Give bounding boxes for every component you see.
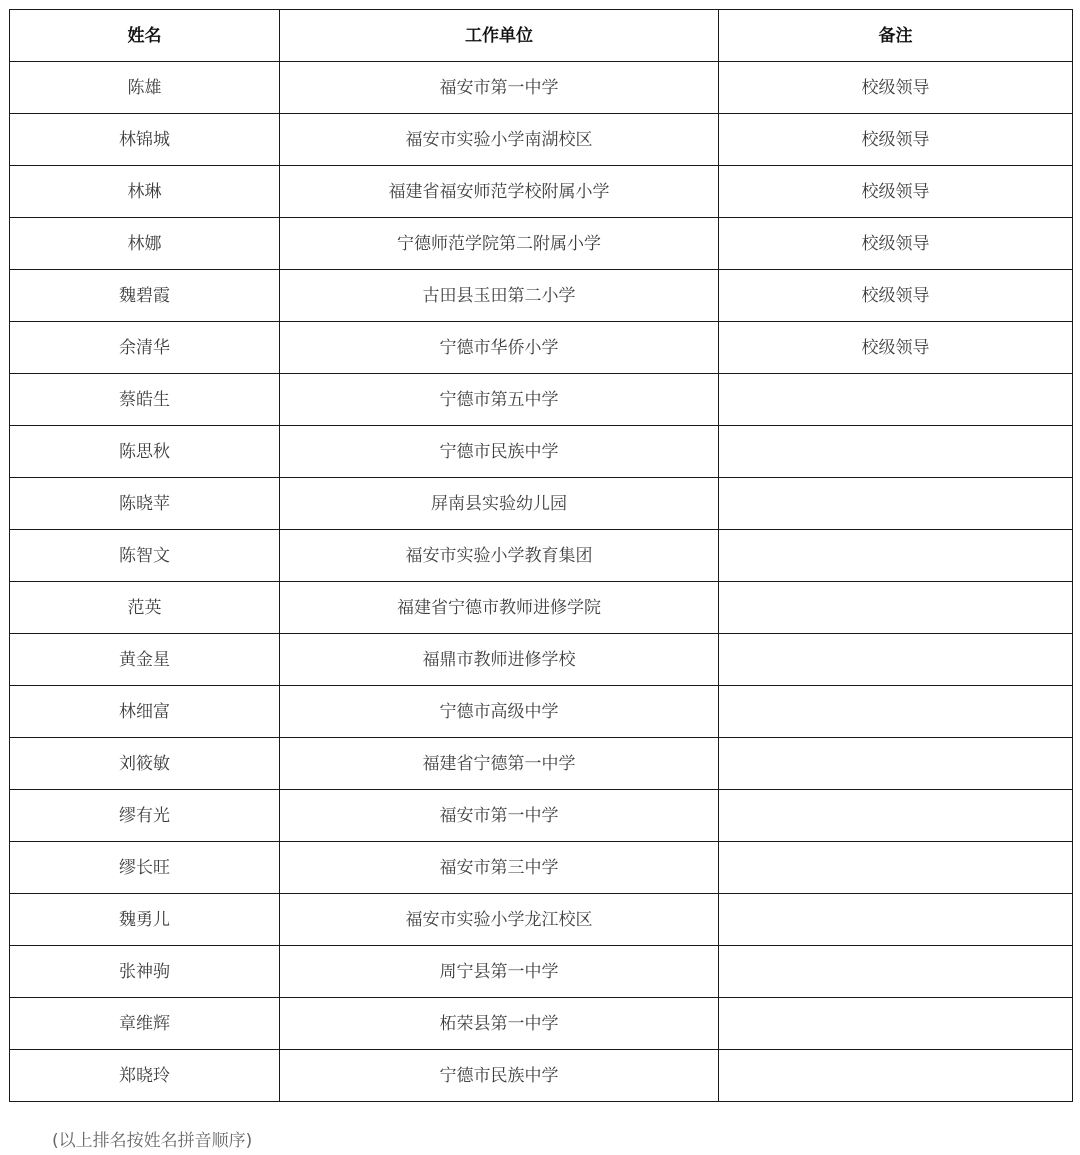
table-row bbox=[10, 374, 1073, 426]
cell-name: 蔡皓生 bbox=[10, 374, 280, 426]
table-row bbox=[10, 322, 1073, 374]
table-row bbox=[10, 478, 1073, 530]
cell-work-unit: 福建省宁德第一中学 bbox=[280, 738, 719, 790]
cell-name: 缪有光 bbox=[10, 790, 280, 842]
cell-note: 校级领导 bbox=[719, 270, 1073, 322]
cell-name: 魏勇儿 bbox=[10, 894, 280, 946]
table-row bbox=[10, 842, 1073, 894]
cell-work-unit: 福建省福安师范学校附属小学 bbox=[280, 166, 719, 218]
cell-work-unit: 柘荣县第一中学 bbox=[280, 998, 719, 1050]
cell-work-unit: 福安市实验小学南湖校区 bbox=[280, 114, 719, 166]
cell-name: 郑晓玲 bbox=[10, 1050, 280, 1102]
cell-name: 余清华 bbox=[10, 322, 280, 374]
cell-note: 校级领导 bbox=[719, 62, 1073, 114]
header-name: 姓名 bbox=[10, 10, 280, 62]
cell-note bbox=[719, 894, 1073, 946]
cell-note bbox=[719, 738, 1073, 790]
cell-name: 陈雄 bbox=[10, 62, 280, 114]
cell-work-unit: 宁德市第五中学 bbox=[280, 374, 719, 426]
cell-work-unit: 宁德市华侨小学 bbox=[280, 322, 719, 374]
table-row bbox=[10, 530, 1073, 582]
cell-name: 缪长旺 bbox=[10, 842, 280, 894]
cell-name: 林细富 bbox=[10, 686, 280, 738]
cell-name: 章维辉 bbox=[10, 998, 280, 1050]
cell-name: 黄金星 bbox=[10, 634, 280, 686]
header-note: 备注 bbox=[719, 10, 1073, 62]
cell-work-unit: 宁德市民族中学 bbox=[280, 1050, 719, 1102]
cell-name: 陈思秋 bbox=[10, 426, 280, 478]
table-row bbox=[10, 738, 1073, 790]
cell-name: 张神驹 bbox=[10, 946, 280, 998]
roster-table bbox=[9, 9, 1073, 1102]
cell-work-unit: 屏南县实验幼儿园 bbox=[280, 478, 719, 530]
cell-note: 校级领导 bbox=[719, 166, 1073, 218]
cell-note: 校级领导 bbox=[719, 218, 1073, 270]
cell-name: 林娜 bbox=[10, 218, 280, 270]
cell-name: 刘筱敏 bbox=[10, 738, 280, 790]
cell-name: 陈晓苹 bbox=[10, 478, 280, 530]
table-row bbox=[10, 790, 1073, 842]
cell-name: 陈智文 bbox=[10, 530, 280, 582]
cell-work-unit: 古田县玉田第二小学 bbox=[280, 270, 719, 322]
cell-work-unit: 福安市实验小学龙江校区 bbox=[280, 894, 719, 946]
cell-name: 林锦城 bbox=[10, 114, 280, 166]
table-row bbox=[10, 426, 1073, 478]
cell-note: 校级领导 bbox=[719, 322, 1073, 374]
table-header-row bbox=[10, 10, 1073, 62]
cell-note bbox=[719, 998, 1073, 1050]
footnote: (以上排名按姓名拼音顺序) bbox=[52, 1131, 253, 1151]
cell-note bbox=[719, 686, 1073, 738]
table-body bbox=[10, 62, 1073, 1102]
cell-note bbox=[719, 478, 1073, 530]
cell-note bbox=[719, 634, 1073, 686]
header-work-unit: 工作单位 bbox=[280, 10, 719, 62]
cell-work-unit: 福安市第一中学 bbox=[280, 62, 719, 114]
cell-note bbox=[719, 946, 1073, 998]
cell-name: 范英 bbox=[10, 582, 280, 634]
cell-note: 校级领导 bbox=[719, 114, 1073, 166]
cell-note bbox=[719, 582, 1073, 634]
cell-note bbox=[719, 790, 1073, 842]
cell-work-unit: 福安市第三中学 bbox=[280, 842, 719, 894]
table-row bbox=[10, 634, 1073, 686]
table-row bbox=[10, 166, 1073, 218]
cell-work-unit: 福鼎市教师进修学校 bbox=[280, 634, 719, 686]
cell-note bbox=[719, 426, 1073, 478]
cell-name: 魏碧霞 bbox=[10, 270, 280, 322]
table-row bbox=[10, 1050, 1073, 1102]
cell-work-unit: 福安市实验小学教育集团 bbox=[280, 530, 719, 582]
cell-work-unit: 周宁县第一中学 bbox=[280, 946, 719, 998]
table-row bbox=[10, 582, 1073, 634]
cell-note bbox=[719, 374, 1073, 426]
cell-note bbox=[719, 530, 1073, 582]
table-row bbox=[10, 686, 1073, 738]
cell-note bbox=[719, 1050, 1073, 1102]
cell-work-unit: 福安市第一中学 bbox=[280, 790, 719, 842]
cell-work-unit: 宁德市民族中学 bbox=[280, 426, 719, 478]
cell-work-unit: 福建省宁德市教师进修学院 bbox=[280, 582, 719, 634]
cell-work-unit: 宁德师范学院第二附属小学 bbox=[280, 218, 719, 270]
table-row bbox=[10, 218, 1073, 270]
table-row bbox=[10, 270, 1073, 322]
table-row bbox=[10, 946, 1073, 998]
cell-note bbox=[719, 842, 1073, 894]
table-row bbox=[10, 62, 1073, 114]
cell-work-unit: 宁德市高级中学 bbox=[280, 686, 719, 738]
table-row bbox=[10, 894, 1073, 946]
cell-name: 林琳 bbox=[10, 166, 280, 218]
table-row bbox=[10, 998, 1073, 1050]
table-row bbox=[10, 114, 1073, 166]
